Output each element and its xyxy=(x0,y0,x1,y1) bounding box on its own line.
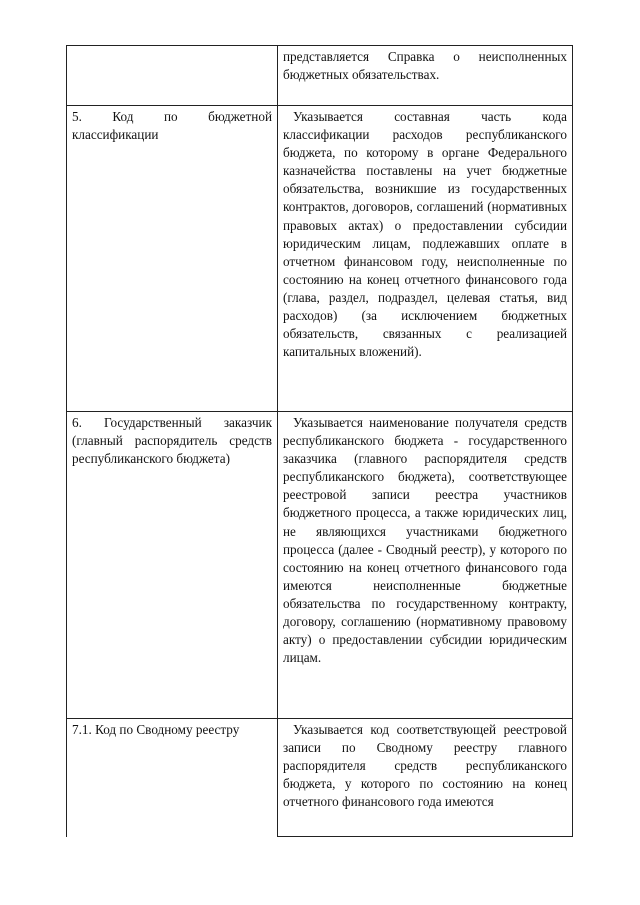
field-description-cell xyxy=(278,412,573,719)
field-name-cell: 6. Государственный заказчик (главный распорядитель средств республиканского бюджета) xyxy=(67,412,278,719)
field-description-text: Указывается код соответствующей реестровой записи по Сводному реестру главного распорядителя средств республиканского бюджета, у которого по состоянию на конец отчетного финансового года имеются xyxy=(283,722,567,810)
field-description-cell xyxy=(278,719,573,837)
table-row xyxy=(67,46,573,106)
field-name-cell xyxy=(67,46,278,106)
table-row xyxy=(67,106,573,412)
field-description-text: Указывается наименование получателя средств республиканского бюджета - государственного заказчика (главного распорядителя средств республиканского бюджета), соответствующее реестровой записи реестра участников бюджетного процесса, а также юридических лиц, не являющихся участниками бюджетного процесса (далее - Сводный реестр), у которого по состоянию на конец отчетного финансового года имеются неисполненные бюджетные обязательства по государственному контракту, договору, соглашению (нормативному правовому акту) о предоставлении субсидии юридическим лицам. xyxy=(283,415,567,666)
field-description-text: представляется Справка о неисполненных бюджетных обязательствах. xyxy=(283,49,567,83)
instructions-table xyxy=(66,45,573,837)
table-row xyxy=(67,719,573,837)
field-description-cell xyxy=(278,106,573,412)
field-description-cell xyxy=(278,46,573,106)
field-name-cell: 7.1. Код по Сводному реестру xyxy=(67,719,278,837)
field-description-text: Указывается составная часть кода классификации расходов республиканского бюджета, по которому в органе Федерального казначейства поставлены на учет бюджетные обязательства, возникшие из государственных контрактов, договоров, соглашений (нормативных правовых актах) о предоставлении субсидии юридическим лицам, подлежавших оплате в отчетном финансовом году, неисполненные по состоянию на конец отчетного финансового года (глава, раздел, подраздел, целевая статья, вид расходов) (за исключением бюджетных обязательств, связанных с реализацией капитальных вложений). xyxy=(283,109,567,360)
table-row xyxy=(67,412,573,719)
field-name-cell: 5. Код по бюджетной классификации xyxy=(67,106,278,412)
